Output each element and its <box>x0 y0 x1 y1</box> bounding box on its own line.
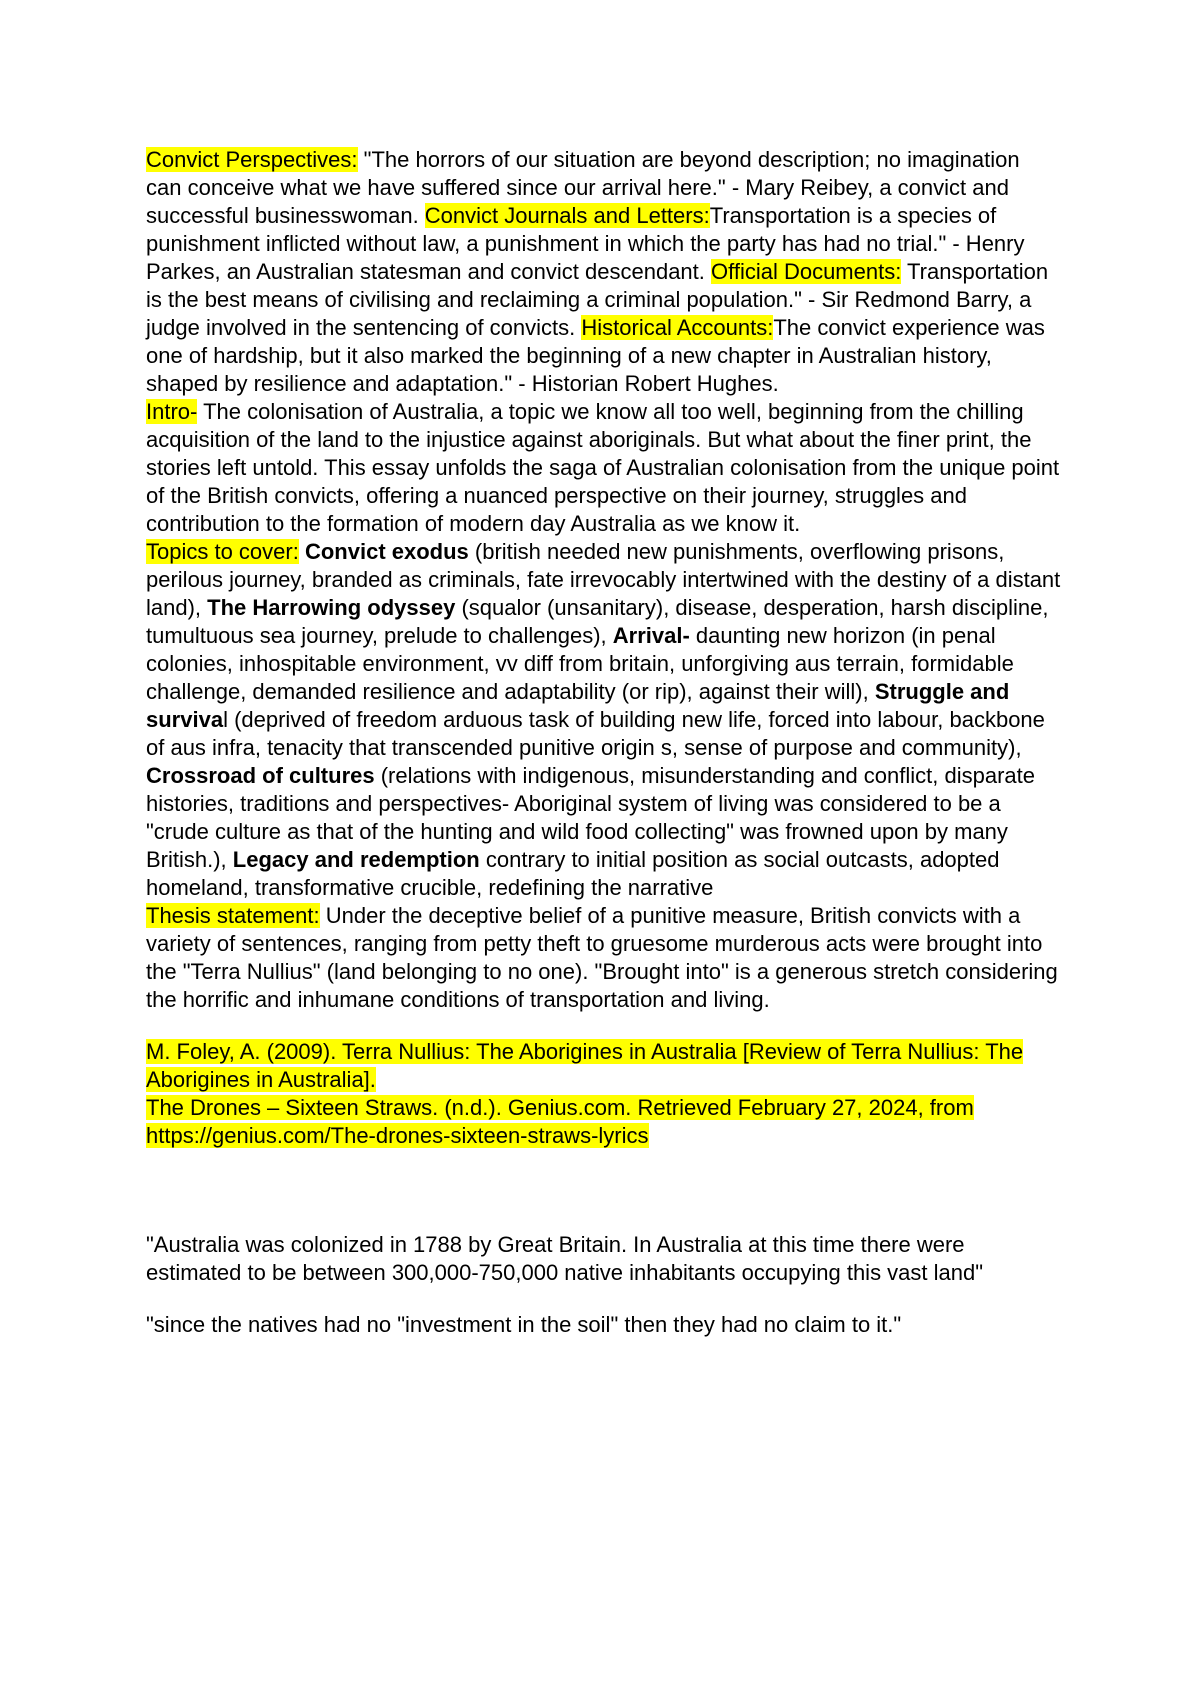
convict-perspectives-label: Convict Perspectives: <box>146 147 358 172</box>
convict-journals-label: Convict Journals and Letters: <box>424 203 710 228</box>
topic-convict-exodus: Convict exodus <box>304 539 469 564</box>
topic-harrowing-odyssey-text: (squalor (unsanitary), disease, desperation, harsh discipline, tumultuous sea journey, prelude to challenges), <box>146 595 1049 648</box>
quote-investment-soil: "since the natives had no "investment in the soil" then they had no claim to it." <box>146 1312 902 1337</box>
reference-item <box>146 1094 1061 1150</box>
reference-item <box>146 1038 1061 1094</box>
topic-harrowing-odyssey: The Harrowing odyssey <box>207 595 456 620</box>
topic-legacy-redemption: Legacy and redemption <box>232 847 480 872</box>
topic-struggle-survival: Struggle and surviva <box>146 679 1010 732</box>
reference-foley: M. Foley, A. (2009). Terra Nullius: The Aborigines in Australia [Review of Terra Nullius: The Aborigines in Australia]. <box>146 1039 1024 1092</box>
topics-paragraph <box>146 538 1061 902</box>
reference-drones: The Drones – Sixteen Straws. (n.d.). Genius.com. Retrieved February 27, 2024, from https://genius.com/The-drones-sixteen-straws-lyrics <box>146 1095 974 1148</box>
topic-struggle-survival-text: l (deprived of freedom arduous task of building new life, forced into labour, backbone of aus infra, tenacity that transcended punitive origin s, sense of purpose and community), <box>146 707 1045 760</box>
intro-paragraph <box>146 398 1061 538</box>
official-documents-text: Transportation is the best means of civilising and reclaiming a criminal population." - Sir Redmond Barry, a judge involved in the sentencing of convicts. <box>146 259 1049 340</box>
historical-accounts-text: The convict experience was one of hardship, but it also marked the beginning of a new chapter in Australian history, shaped by resilience and adaptation." - Historian Robert Hughes. <box>146 315 1045 396</box>
historical-accounts-label: Historical Accounts: <box>581 315 774 340</box>
intro-label: Intro- <box>146 399 198 424</box>
topic-crossroad-cultures: Crossroad of cultures <box>146 763 375 788</box>
document-body <box>146 146 1061 1339</box>
intro-text: The colonisation of Australia, a topic we know all too well, beginning from the chilling acquisition of the land to the injustice against aboriginals. But what about the finer print, the stories left untold. This essay unfolds the saga of Australian colonisation from the unique point of the British convicts, offering a nuanced perspective on their journey, struggles and contribution to the formation of modern day Australia as we know it. <box>146 399 1060 536</box>
topic-legacy-redemption-text: contrary to initial position as social outcasts, adopted homeland, transformative crucible, redefining the narrative <box>146 847 1000 900</box>
convict-journals-text: Transportation is a species of punishment inflicted without law, a punishment in which the party has had no trial." - Henry Parkes, an Australian statesman and convict descendant. <box>146 203 1025 284</box>
perspectives-paragraph <box>146 146 1061 398</box>
topic-convict-exodus-text: (british needed new punishments, overflowing prisons, perilous journey, branded as criminals, fate irrevocably intertwined with the destiny of a distant land), <box>146 539 1061 620</box>
thesis-label: Thesis statement: <box>146 903 320 928</box>
official-documents-label: Official Documents: <box>711 259 902 284</box>
topics-label: Topics to cover: <box>146 539 299 564</box>
thesis-paragraph <box>146 902 1061 1014</box>
quote-colonized: "Australia was colonized in 1788 by Great Britain. In Australia at this time there were estimated to be between 300,000-750,000 native inhabitants occupying this vast land" <box>146 1232 984 1285</box>
topic-arrival-text: daunting new horizon (in penal colonies, inhospitable environment, vv diff from britain, unforgiving aus terrain, formidable challenge, demanded resilience and adaptability (or rip), against their will), <box>146 623 1014 704</box>
topic-arrival: Arrival- <box>612 623 690 648</box>
topic-crossroad-cultures-text: (relations with indigenous, misunderstanding and conflict, disparate histories, traditions and perspectives- Aboriginal system of living was considered to be a "crude culture as that of the hunting and wild food collecting" was frowned upon by many British.), <box>146 763 1035 872</box>
convict-perspectives-text: "The horrors of our situation are beyond description; no imagination can conceive what we have suffered since our arrival here." - Mary Reibey, a convict and successful businesswoman. <box>146 147 1020 228</box>
thesis-text: Under the deceptive belief of a punitive measure, British convicts with a variety of sentences, ranging from petty theft to gruesome murderous acts were brought into the "Terra Nullius" (land belonging to no one). "Brought into" is a generous stretch considering the horrific and inhumane conditions of transportation and living. <box>146 903 1058 1012</box>
